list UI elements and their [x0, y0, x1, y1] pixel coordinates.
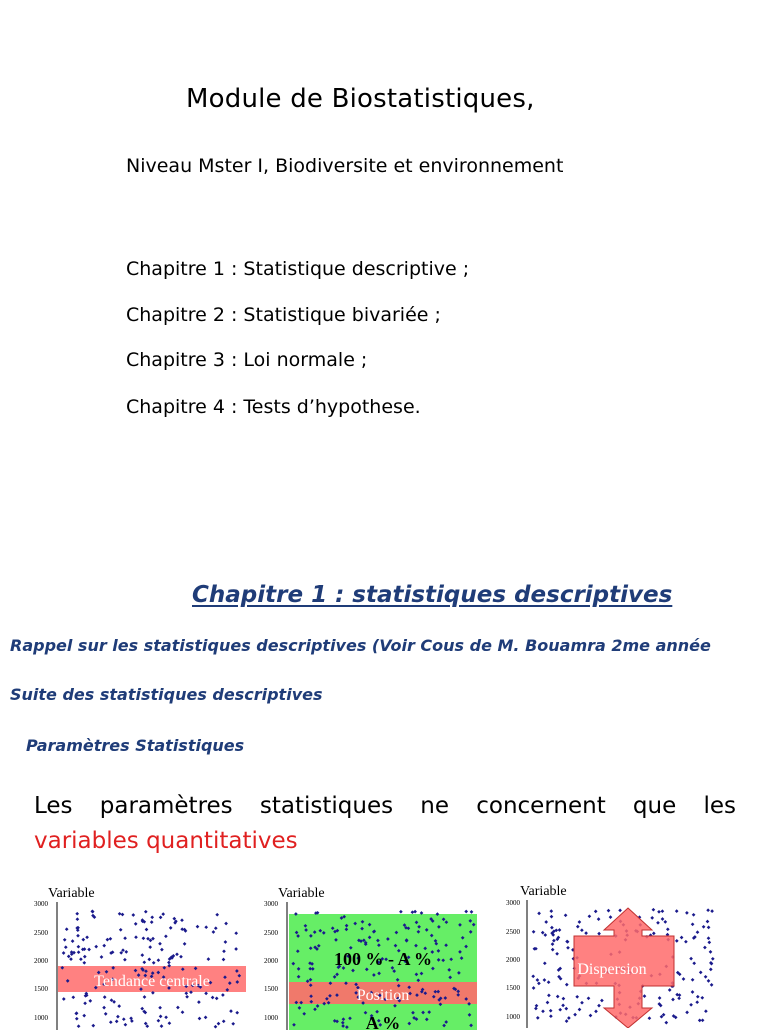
arrow-label: Dispersion [577, 961, 647, 978]
scatter-point [578, 1008, 582, 1012]
scatter-point [122, 1017, 126, 1021]
scatter-point [158, 1006, 162, 1010]
scatter-point [597, 1004, 601, 1008]
tick-label: 1500 [34, 985, 48, 993]
tick-label: 2000 [264, 957, 278, 965]
tick-label: 2000 [34, 957, 48, 965]
chapter-4-item: Chapitre 4 : Tests d’hypothese. [126, 396, 421, 418]
scatter-point [685, 911, 689, 915]
scatter-point [85, 935, 89, 939]
scatter-point [104, 1012, 108, 1016]
scatter-point [215, 997, 219, 1001]
scatter-point [83, 1001, 87, 1005]
scatter-point [680, 936, 684, 940]
scatter-point [580, 1001, 584, 1005]
scatter-point [134, 935, 138, 939]
scatter-point [183, 942, 187, 946]
scatter-point [607, 909, 611, 913]
scatter-point [711, 957, 715, 961]
scatter-point [580, 928, 584, 932]
scatter-point [143, 995, 147, 999]
scatter-point [94, 945, 98, 949]
scatter-point [150, 915, 154, 919]
band-label: Position [356, 987, 410, 1004]
scatter-point [675, 939, 679, 943]
scatter-point [204, 1016, 208, 1020]
scatter-point [537, 982, 541, 986]
chapter-2-item: Chapitre 2 : Statistique bivariée ; [126, 304, 441, 326]
scatter-point [130, 1019, 134, 1023]
scatter-point [707, 941, 711, 945]
scatter-point [82, 961, 86, 965]
scatter-point [547, 980, 551, 984]
scatter-point [144, 910, 148, 914]
scatter-point [689, 1003, 693, 1007]
scatter-point [63, 938, 67, 942]
scatter-point [648, 1016, 652, 1020]
figure-central-tendency [30, 880, 260, 1030]
scatter-point [597, 917, 601, 921]
scatter-point [531, 974, 535, 978]
scatter-point [556, 995, 560, 999]
scatter-point [134, 922, 138, 926]
scatter-point [140, 1007, 144, 1011]
scatter-point [77, 950, 81, 954]
scatter-point [159, 1015, 163, 1019]
scatter-point [67, 955, 71, 959]
subsection-suite: Suite des statistiques descriptives [10, 685, 323, 704]
scatter-point [549, 909, 553, 913]
scatter-point [710, 983, 714, 987]
scatter-point [161, 912, 165, 916]
scatter-point [706, 908, 710, 912]
scatter-point [464, 910, 468, 914]
scatter-point [666, 927, 670, 931]
scatter-point [549, 1014, 553, 1018]
scatter-point [235, 1011, 239, 1015]
lower-label: A % [365, 1013, 401, 1030]
paragraph-line: Les paramètres statistiques ne concernent que les [34, 793, 736, 819]
scatter-point [413, 910, 417, 914]
box-label: 100 % - A % [333, 949, 433, 969]
scatter-point [564, 913, 568, 917]
scatter-point [682, 977, 686, 981]
scatter-point [652, 908, 656, 912]
scatter-point [696, 930, 700, 934]
scatter-point [700, 996, 704, 1000]
scatter-point [661, 909, 665, 913]
scatter-point [704, 1009, 708, 1013]
scatter-point [118, 912, 122, 916]
scatter-point [164, 1015, 168, 1019]
chapter-1-item: Chapitre 1 : Statistique descriptive ; [126, 258, 470, 280]
scatter-point [550, 915, 554, 919]
scatter-point [699, 971, 703, 975]
scatter-point [701, 1018, 705, 1022]
scatter-point [81, 938, 85, 942]
scatter-point [198, 1017, 202, 1021]
scatter-point [558, 928, 562, 932]
scatter-point [140, 953, 144, 957]
page-title: Module de Biostatistiques, [186, 84, 535, 114]
scatter-point [710, 909, 714, 913]
scatter-point [91, 1024, 95, 1028]
scatter-point [589, 1014, 593, 1018]
scatter-point [707, 936, 711, 940]
scatter-point [207, 957, 211, 961]
scatter-point [222, 958, 226, 962]
scatter-point [594, 910, 598, 914]
scatter-point [689, 957, 693, 961]
scatter-point [123, 936, 127, 940]
scatter-point [215, 913, 219, 917]
scatter-point [179, 955, 183, 959]
scatter-point [100, 955, 104, 959]
figure-position [258, 880, 488, 1030]
tick-label: 3000 [264, 900, 278, 908]
tick-label: 2500 [34, 929, 48, 937]
scatter-point [691, 990, 695, 994]
tick-label: 3000 [34, 900, 48, 908]
tick-label: 1000 [264, 1014, 278, 1022]
scatter-point [656, 921, 660, 925]
scatter-point [643, 994, 647, 998]
scatter-point [668, 988, 672, 992]
scatter-point [119, 928, 123, 932]
scatter-point [204, 925, 208, 929]
scatter-point [550, 926, 554, 930]
scatter-point [536, 1016, 540, 1020]
scatter-point [704, 975, 708, 979]
scatter-point [196, 925, 200, 929]
scatter-point [707, 926, 711, 930]
scatter-point [168, 1021, 172, 1025]
y-axis-label: Variable [48, 886, 95, 901]
scatter-point [543, 933, 547, 937]
scatter-point [160, 948, 164, 952]
scatter-point [594, 1010, 598, 1014]
scatter-point [88, 999, 92, 1003]
scatter-point [661, 917, 665, 921]
scatter-point [692, 961, 696, 965]
scatter-point [77, 1024, 81, 1028]
scatter-point [222, 1019, 226, 1023]
scatter-point [142, 936, 146, 940]
scatter-point [71, 995, 75, 999]
scatter-point [532, 930, 536, 934]
scatter-point [184, 991, 188, 995]
scatter-point [470, 910, 474, 914]
tick-label: 2500 [264, 929, 278, 937]
subsection-parametres: Paramètres Statistiques [26, 736, 245, 755]
scatter-point [576, 925, 580, 929]
scatter-point [129, 1016, 133, 1020]
scatter-point [79, 957, 83, 961]
scatter-point [64, 945, 68, 949]
highlight-text: variables quantitatives [34, 828, 298, 854]
scatter-point [87, 948, 91, 952]
scatter-point [152, 961, 156, 965]
scatter-point [573, 1013, 577, 1017]
scatter-point [148, 945, 152, 949]
scatter-point [157, 958, 161, 962]
scatter-point [658, 996, 662, 1000]
scatter-point [234, 931, 238, 935]
scatter-point [543, 978, 547, 982]
scatter-point [131, 913, 135, 917]
scatter-point [565, 1019, 569, 1023]
scatter-point [587, 996, 591, 1000]
tick-label: 1500 [264, 985, 278, 993]
scatter-point [77, 945, 81, 949]
scatter-point [541, 931, 545, 935]
scatter-point [675, 909, 679, 913]
scatter-point [121, 913, 125, 917]
scatter-point [692, 913, 696, 917]
scatter-point [578, 920, 582, 924]
tick-label: 3000 [506, 899, 520, 907]
scatter-point [116, 1015, 120, 1019]
scatter-point [535, 1004, 539, 1008]
scatter-point [62, 951, 66, 955]
y-axis-label: Variable [278, 886, 325, 901]
scatter-point [76, 917, 80, 921]
scatter-point [221, 993, 225, 997]
scatter-point [532, 986, 536, 990]
scatter-point [176, 1006, 180, 1010]
scatter-point [169, 926, 173, 930]
scatter-point [204, 992, 208, 996]
scatter-point [671, 998, 675, 1002]
scatter-point [160, 1024, 164, 1028]
scatter-point [180, 918, 184, 922]
scatter-point [684, 940, 688, 944]
scatter-point [106, 938, 110, 942]
scatter-point [214, 1025, 218, 1029]
scatter-point [62, 997, 66, 1001]
scatter-point [124, 950, 128, 954]
scatter-point [706, 920, 710, 924]
scatter-point [399, 910, 403, 914]
tick-label: 2000 [506, 956, 520, 964]
scatter-point [567, 1016, 571, 1020]
section-heading: Chapitre 1 : statistiques descriptives [192, 582, 673, 608]
scatter-point [167, 961, 171, 965]
scatter-point [547, 994, 551, 998]
scatter-point [158, 942, 162, 946]
scatter-point [83, 955, 87, 959]
scatter-point [555, 952, 559, 956]
scatter-point [175, 952, 179, 956]
scatter-point [600, 999, 604, 1003]
scatter-point [109, 937, 113, 941]
scatter-point [696, 995, 700, 999]
scatter-point [69, 957, 73, 961]
scatter-point [102, 1006, 106, 1010]
scatter-point [76, 934, 80, 938]
scatter-point [566, 946, 570, 950]
scatter-point [695, 1000, 699, 1004]
scatter-point [157, 1019, 161, 1023]
scatter-point [103, 995, 107, 999]
scatter-point [663, 920, 667, 924]
scatter-point [91, 910, 95, 914]
chapter-3-item: Chapitre 3 : Loi normale ; [126, 349, 368, 371]
scatter-point [150, 920, 154, 924]
scatter-point [558, 1008, 562, 1012]
scatter-point [650, 916, 654, 920]
scatter-point [691, 978, 695, 982]
subsection-rappel: Rappel sur les statistiques descriptives (Voir Cous de M. Bouamra 2me année [10, 636, 711, 655]
scatter-point [214, 926, 218, 930]
scatter-point [575, 995, 579, 999]
figure-dispersion [500, 878, 730, 1028]
scatter-point [212, 930, 216, 934]
scatter-point [82, 1014, 86, 1018]
scatter-point [546, 1001, 550, 1005]
scatter-point [70, 950, 74, 954]
scatter-point [211, 996, 215, 1000]
scatter-point [597, 932, 601, 936]
scatter-point [536, 978, 540, 982]
tick-label: 1500 [506, 984, 520, 992]
scatter-point [185, 995, 189, 999]
scatter-point [709, 968, 713, 972]
course-level: Niveau Mster I, Biodiversite et environnement [126, 155, 564, 177]
scatter-point [562, 997, 566, 1001]
tick-label: 1000 [506, 1013, 520, 1021]
scatter-point [159, 916, 163, 920]
scatter-point [181, 1010, 185, 1014]
scatter-point [222, 949, 226, 953]
scatter-point [544, 920, 548, 924]
scatter-point [552, 939, 556, 943]
scatter-point [145, 928, 149, 932]
scatter-point [709, 950, 713, 954]
scatter-point [142, 960, 146, 964]
scatter-point [618, 909, 622, 913]
scatter-point [75, 1017, 79, 1021]
scatter-point [549, 1009, 553, 1013]
scatter-point [584, 931, 588, 935]
scatter-point [115, 1020, 119, 1024]
scatter-point [537, 912, 541, 916]
scatter-point [75, 912, 79, 916]
scatter-point [102, 944, 106, 948]
scatter-point [117, 1004, 121, 1008]
scatter-point [703, 946, 707, 950]
scatter-point [685, 1011, 689, 1015]
scatter-point [565, 983, 569, 987]
scatter-point [702, 925, 706, 929]
scatter-point [109, 1020, 113, 1024]
scatter-point [551, 948, 555, 952]
scatter-point [411, 910, 415, 914]
scatter-point [691, 922, 695, 926]
scatter-point [180, 927, 184, 931]
tick-label: 2500 [506, 928, 520, 936]
scatter-point [164, 934, 168, 938]
y-axis-label: Variable [520, 884, 567, 899]
scatter-point [543, 961, 547, 965]
band-label: Tendance centrale [94, 973, 210, 990]
scatter-point [147, 958, 151, 962]
scatter-point [588, 914, 592, 918]
scatter-point [197, 1000, 201, 1004]
scatter-point [229, 1009, 233, 1013]
scatter-point [234, 947, 238, 951]
tick-label: 1000 [34, 1014, 48, 1022]
scatter-point [224, 922, 228, 926]
scatter-point [71, 939, 75, 943]
scatter-point [657, 910, 661, 914]
scatter-point [707, 979, 711, 983]
scatter-point [561, 1004, 565, 1008]
scatter-point [74, 1012, 78, 1016]
scatter-point [65, 927, 69, 931]
scatter-point [564, 1007, 568, 1011]
scatter-point [534, 1007, 538, 1011]
scatter-point [652, 932, 656, 936]
scatter-point [541, 1009, 545, 1013]
scatter-point [677, 996, 681, 1000]
scatter-point [124, 1023, 128, 1027]
scatter-point [224, 940, 228, 944]
scatter-point [609, 915, 613, 919]
scatter-point [123, 958, 127, 962]
scatter-point [551, 942, 555, 946]
